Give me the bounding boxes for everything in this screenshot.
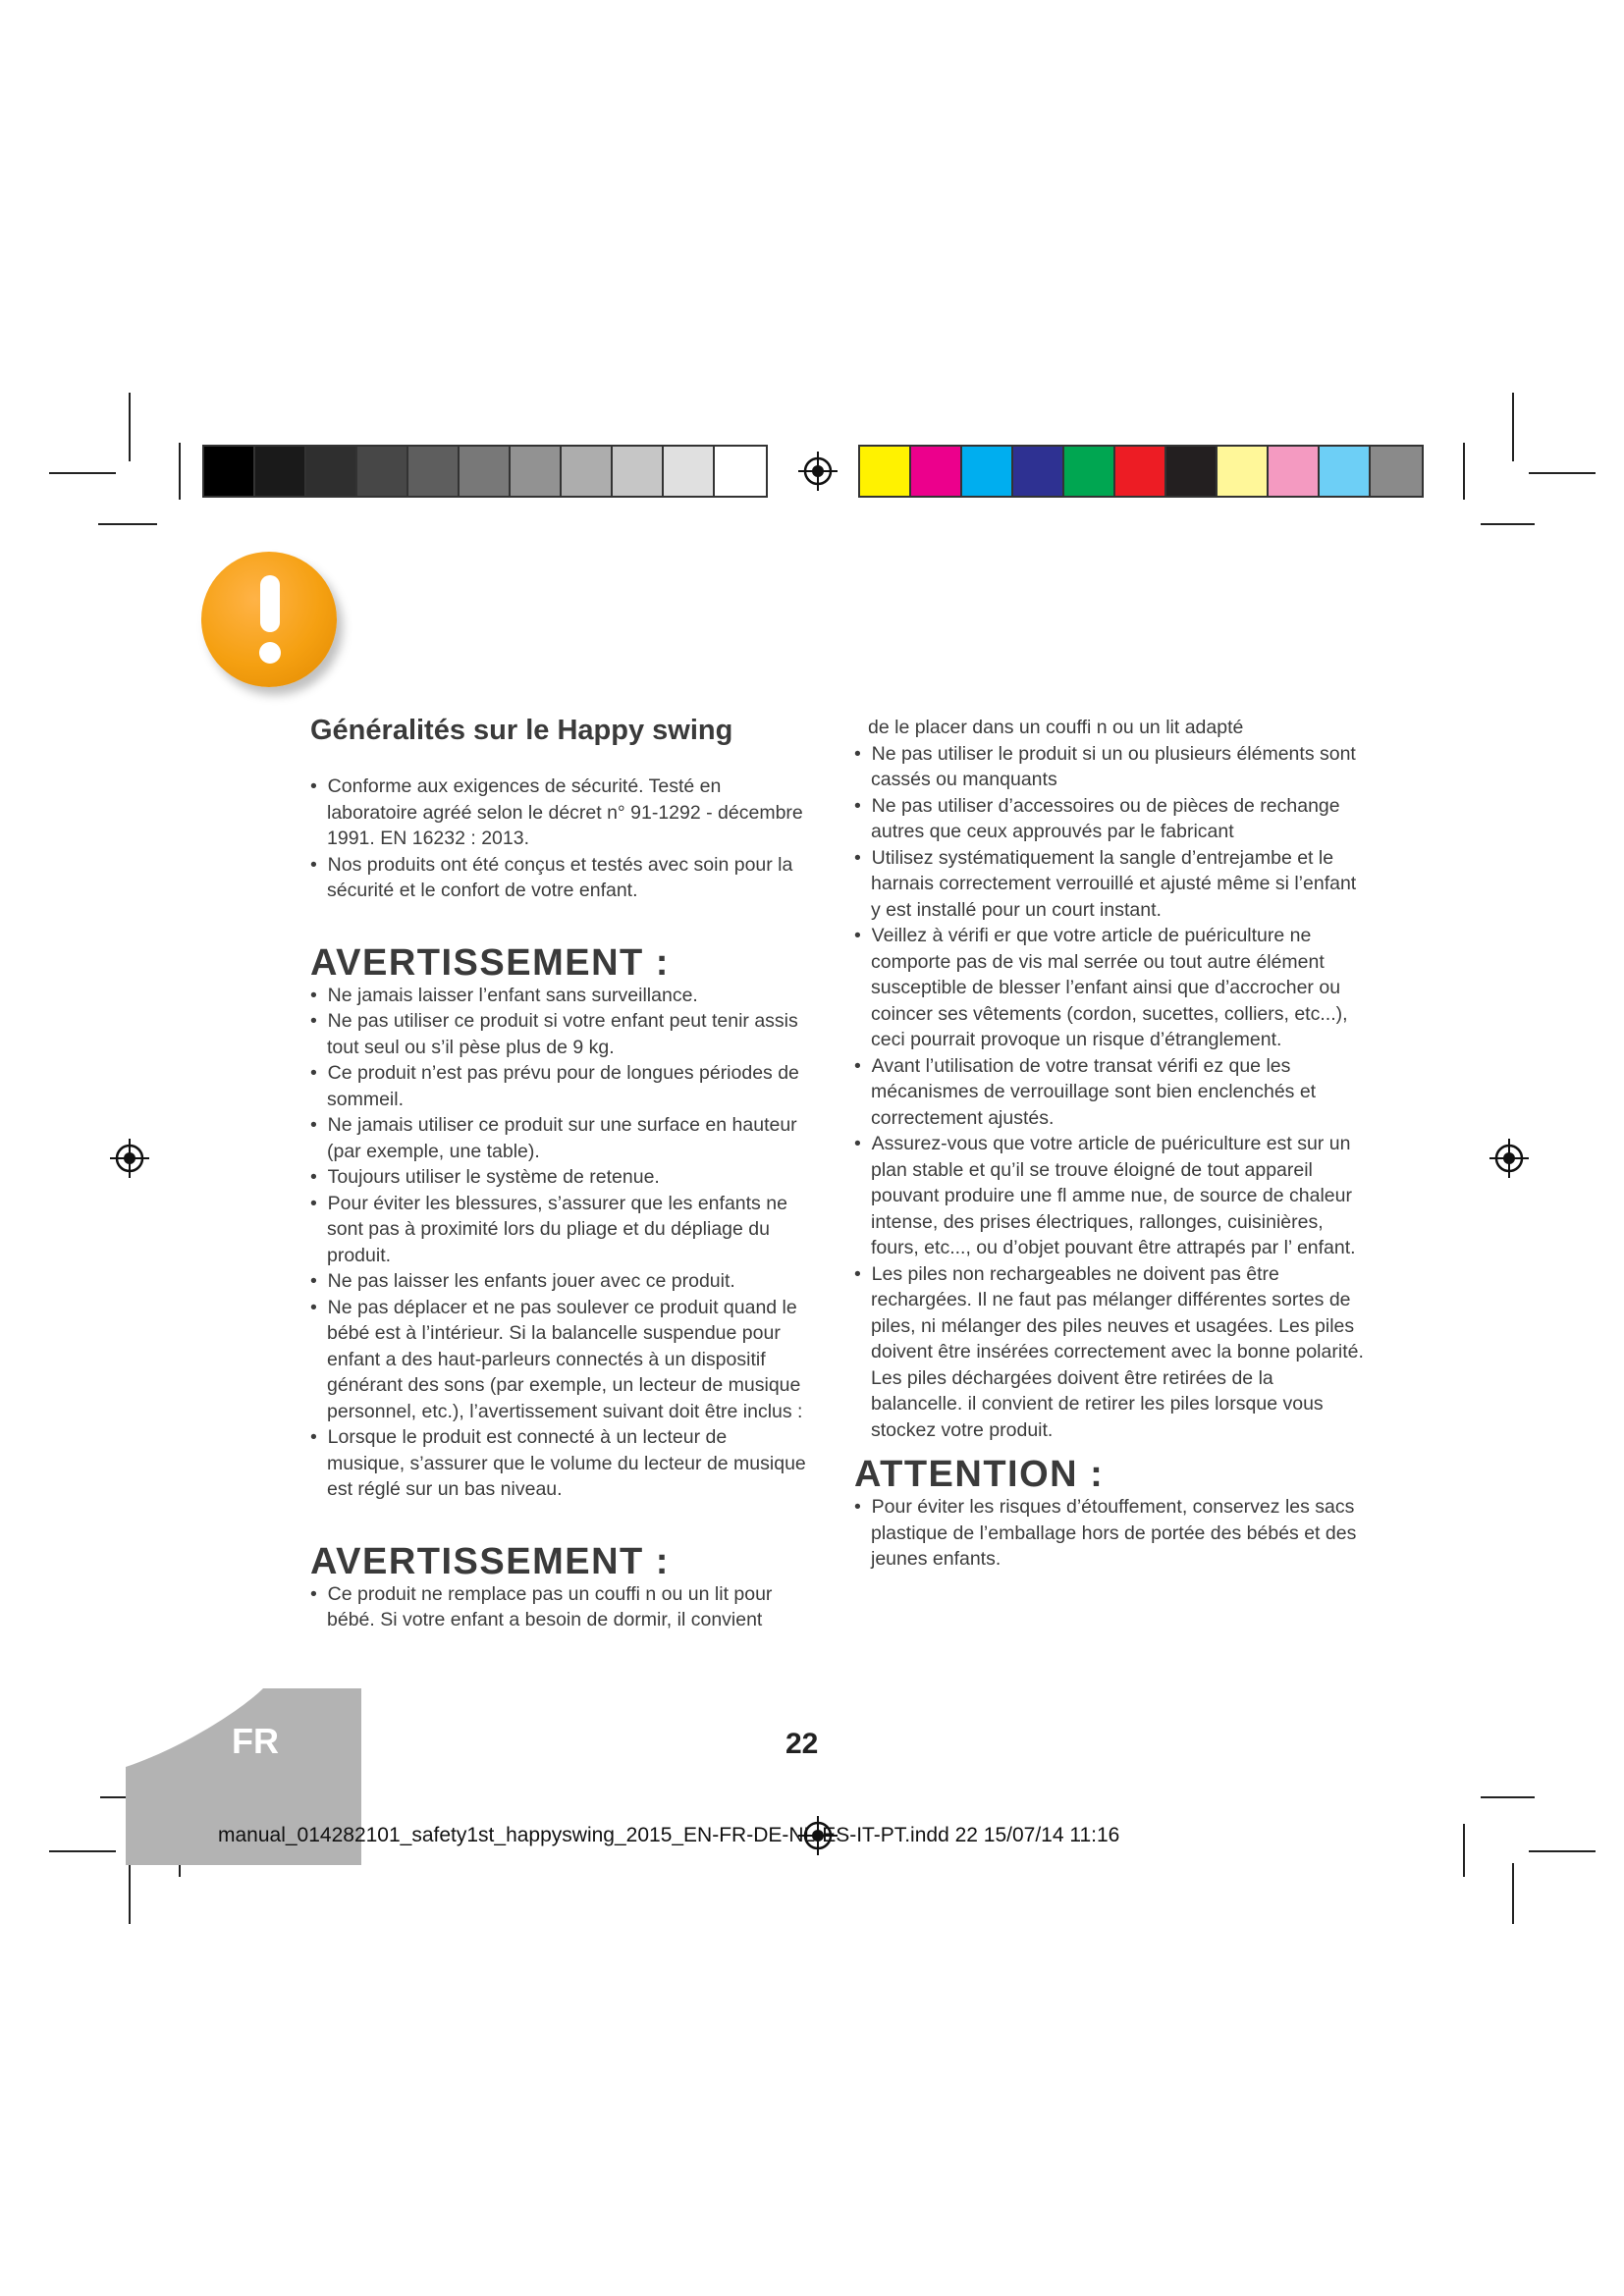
list-item: • Lorsque le produit est connecté à un lecteur de musique, s’assurer que le volume du lecteur de musique est réglé sur un bas niveau. [310,1424,806,1503]
color-swatch [255,447,306,496]
color-swatch [664,447,715,496]
list-item: • Utilisez systématiquement la sangle d’entrejambe et le harnais correctement verrouillé et ajusté même si l’enfant y est installé pour un court instant. [854,845,1365,924]
warning-exclamation-icon [201,552,337,687]
color-swatch [962,447,1013,496]
list-item: • Toujours utiliser le système de retenue. [310,1164,806,1191]
color-swatch [408,447,460,496]
color-swatch [306,447,357,496]
registration-mark-icon [798,452,838,491]
list-item: • Ne jamais utiliser ce produit sur une surface en hauteur (par exemple, une table). [310,1112,806,1164]
warning-list [310,983,806,1503]
color-swatch [911,447,962,496]
list-item: • Pour éviter les blessures, s’assurer que les enfants ne sont pas à proximité lors du pliage et du dépliage du produit. [310,1191,806,1269]
color-swatch [1115,447,1166,496]
crop-mark [98,523,157,525]
intro-list [310,774,806,904]
crop-mark [1529,1850,1596,1852]
list-item: • Conforme aux exigences de sécurité. Testé en laboratoire agréé selon le décret n° 91-1292 - décembre 1991. EN 16232 : 2013. [310,774,806,852]
warning-heading: AVERTISSEMENT : [310,1540,670,1582]
warning-list [310,1581,806,1633]
right-column [854,715,1365,1573]
crop-mark [49,1850,116,1852]
color-swatch [1320,447,1371,496]
color-swatch [1218,447,1269,496]
list-item: • Ne pas utiliser le produit si un ou plusieurs éléments sont cassés ou manquants [854,741,1365,793]
color-swatch [1064,447,1115,496]
registration-mark-icon [1489,1139,1529,1178]
attention-list [854,1494,1365,1573]
crop-mark [129,393,131,461]
color-swatch [460,447,511,496]
left-column [310,713,806,1633]
language-tab-label: FR [232,1721,279,1761]
color-swatch [860,447,911,496]
color-swatch [613,447,664,496]
list-item: • Ce produit ne remplace pas un couffi n ou un lit pour bébé. Si votre enfant a besoin de dormir, il convient [310,1581,806,1633]
color-swatch [1269,447,1320,496]
crop-mark [179,443,181,500]
list-item: • Ne pas laisser les enfants jouer avec ce produit. [310,1268,806,1295]
list-item: • Les piles non rechargeables ne doivent pas être rechargées. Il ne faut pas mélanger différentes sortes de piles, ni mélanger des piles neuves et usagées. Les piles doivent être insérées correctement avec la bonne polarité. Les piles déchargées doivent être retirées de la balancelle. il convient de retirer les piles lorsque vous stockez votre produit. [854,1261,1365,1444]
list-item: • Avant l’utilisation de votre transat vérifi ez que les mécanismes de verrouillage sont bien enclenchés et correctement ajustés. [854,1053,1365,1132]
list-item: • Pour éviter les risques d’étouffement, conservez les sacs plastique de l’emballage hors de portée des bébés et des jeunes enfants. [854,1494,1365,1573]
crop-mark [1463,1824,1465,1877]
crop-mark [129,1863,131,1924]
color-swatch [204,447,255,496]
color-swatch [1013,447,1064,496]
list-item: • Assurez-vous que votre article de puériculture est sur un plan stable et qu’il se trouve éloigné de tout appareil pouvant produire une fl amme nue, de source de chaleur intense, des prises électriques, rallonges, cuisinières, fours, etc..., ou d’objet pouvant être attrapés par l’ enfant. [854,1131,1365,1261]
color-swatch [357,447,408,496]
color-swatch [562,447,613,496]
crop-mark [49,472,116,474]
color-swatch [1371,447,1422,496]
continuation-text: de le placer dans un couffi n ou un lit adapté [868,717,1244,738]
registration-mark-icon [110,1139,149,1178]
warning-heading: AVERTISSEMENT : [310,941,670,984]
page-number: 22 [785,1728,819,1760]
list-item: • Ne pas utiliser ce produit si votre enfant peut tenir assis tout seul ou s’il pèse plus de 9 kg. [310,1008,806,1060]
crop-mark [1529,472,1596,474]
list-item: • Ce produit n’est pas prévu pour de longues périodes de sommeil. [310,1060,806,1112]
print-slug: manual_014282101_safety1st_happyswing_2015_EN-FR-DE-NL-ES-IT-PT.indd 22 15/07/14 11:16 [218,1824,1120,1846]
list-item: • Veillez à vérifi er que votre article de puériculture ne comporte pas de vis mal serrée ou tout autre élément susceptible de blesser l’enfant ainsi que d’accrocher ou coincer ses vêtements (cordon, sucettes, colliers, etc...), ceci pourrait provoque un risque d’étranglement. [854,923,1365,1053]
color-swatch [511,447,562,496]
grayscale-calibration-bar [202,445,768,498]
list-item: • Ne pas déplacer et ne pas soulever ce produit quand le bébé est à l’intérieur. Si la balancelle suspendue pour enfant a des haut-parleurs connectés à un dispositif générant des sons (par exemple, un lecteur de musique personnel, etc.), l’avertissement suivant doit être inclus : [310,1295,806,1425]
warning-list [854,741,1365,1444]
crop-mark [1463,443,1465,500]
list-item: • Nos produits ont été conçus et testés avec soin pour la sécurité et le confort de votre enfant. [310,852,806,904]
crop-mark [1512,393,1514,461]
color-swatch [1166,447,1218,496]
list-item: • Ne jamais laisser l’enfant sans surveillance. [310,983,806,1009]
crop-mark [1481,1796,1535,1798]
list-item: • Ne pas utiliser d’accessoires ou de pièces de rechange autres que ceux approuvés par le fabricant [854,793,1365,845]
color-swatch [715,447,766,496]
crop-mark [1512,1863,1514,1924]
attention-heading: ATTENTION : [854,1454,1105,1495]
crop-mark [1481,523,1535,525]
color-calibration-bar [858,445,1424,498]
section-heading: Généralités sur le Happy swing [310,715,733,746]
